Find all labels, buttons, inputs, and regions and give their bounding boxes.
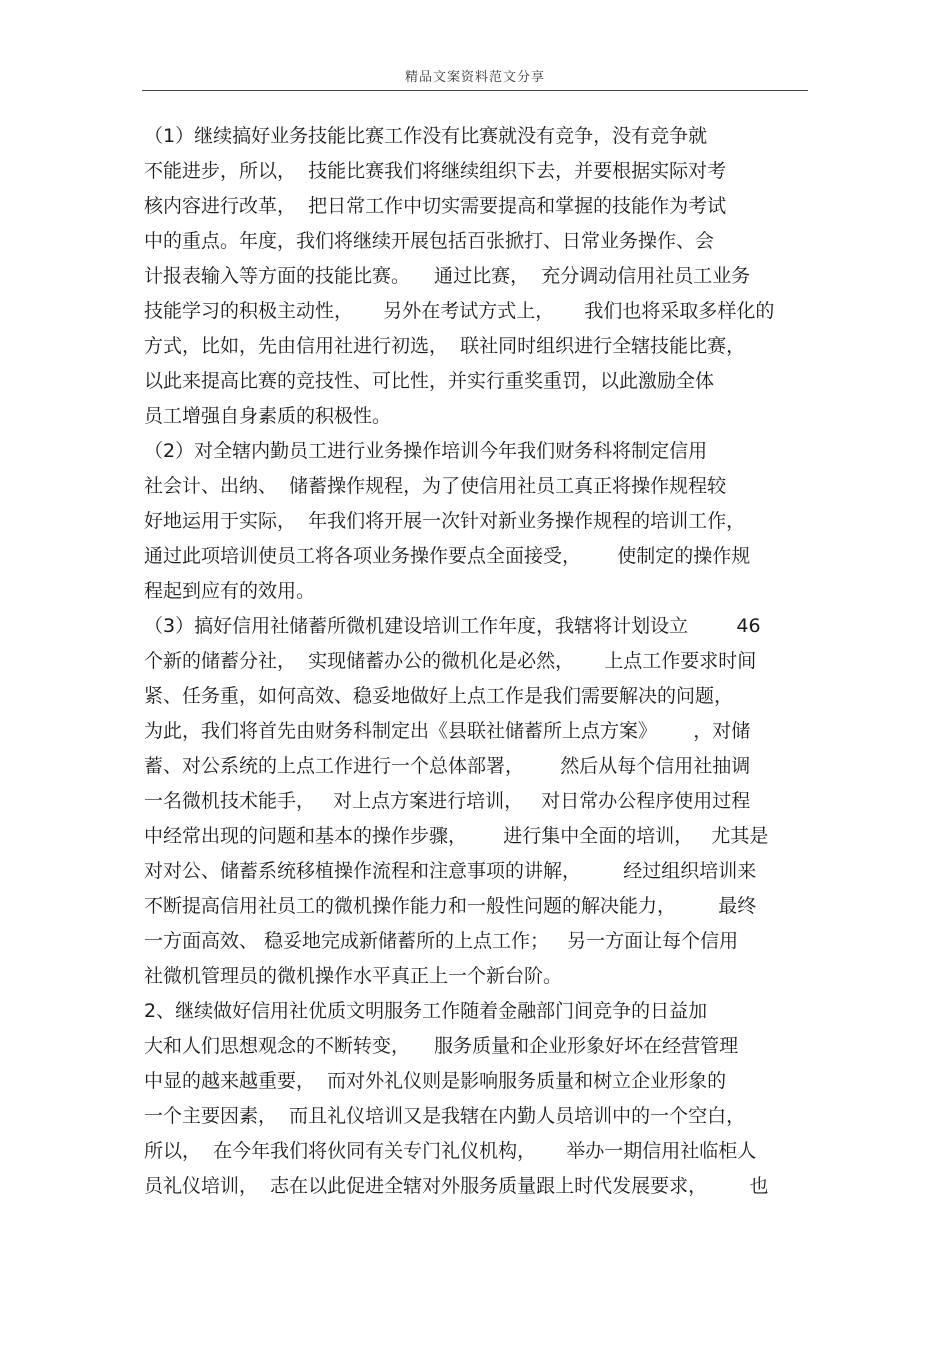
- text-line: 员工增强自身素质的积极性。: [144, 405, 392, 427]
- text-line: 通过此项培训使员工将各项业务操作要点全面接受， 使制定的操作规: [144, 545, 751, 567]
- text-line: 一方面高效、 稳妥地完成新储蓄所的上点工作； 另一方面让每个信用: [144, 930, 739, 952]
- body-text: [144, 119, 824, 1204]
- header-divider: [142, 90, 808, 91]
- text-line: 蓄、对公系统的上点工作进行一个总体部署， 然后从每个信用社抽调: [144, 755, 751, 777]
- text-line: 对对公、储蓄系统移植操作流程和注意事项的讲解， 经过组织培训来: [144, 860, 757, 882]
- text-line: 好地运用于实际， 年我们将开展一次针对新业务操作规程的培训工作，: [144, 510, 746, 532]
- text-line: 中的重点。年度，我们将继续开展包括百张掀打、日常业务操作、会: [144, 230, 715, 252]
- text-line: 中经常出现的问题和基本的操作步骤， 进行集中全面的培训， 尤其是: [144, 825, 769, 847]
- text-line: 社会计、出纳、 储蓄操作规程，为了使信用社员工真正将操作规程较: [144, 475, 727, 497]
- page-header: 精品文案资料范文分享: [404, 70, 545, 85]
- text-line: 方式，比如，先由信用社进行初选， 联社同时组织进行全辖技能比赛，: [144, 335, 746, 357]
- text-line: 一名微机技术能手， 对上点方案进行培训， 对日常办公程序使用过程: [144, 790, 751, 812]
- text-line: 所以， 在今年我们将伙同有关专门礼仪机构， 举办一期信用社临柜人: [144, 1140, 757, 1162]
- text-line: 程起到应有的效用。: [144, 580, 316, 602]
- text-line: 社微机管理员的微机操作水平真正上一个新台阶。: [144, 965, 563, 987]
- text-line: 不断提高信用社员工的微机操作能力和一般性问题的解决能力， 最终: [144, 895, 757, 917]
- text-line: 员礼仪培训， 志在以此促进全辖对外服务质量跟上时代发展要求， 也: [144, 1175, 769, 1197]
- text-line: 个新的储蓄分社， 实现储蓄办公的微机化是必然， 上点工作要求时间: [144, 650, 757, 672]
- text-line: （2）对全辖内勤员工进行业务操作培训今年我们财务科将制定信用: [144, 440, 708, 462]
- text-line: 紧、任务重，如何高效、稳妥地做好上点工作是我们需要解决的问题，: [144, 685, 734, 707]
- text-line: 以此来提高比赛的竞技性、可比性，并实行重奖重罚，以此激励全体: [144, 370, 715, 392]
- text-line: 2、继续做好信用社优质文明服务工作随着金融部门间竞争的日益加: [144, 1000, 708, 1022]
- text-line: （1）继续搞好业务技能比赛工作没有比赛就没有竞争，没有竞争就: [144, 125, 708, 147]
- text-line: 技能学习的积极主动性， 另外在考试方式上， 我们也将采取多样化的: [144, 300, 775, 322]
- text-line: 为此，我们将首先由财务科制定出《县联社储蓄所上点方案》 ，对储: [144, 720, 751, 742]
- text-line: （3）搞好信用社储蓄所微机建设培训工作年度，我辖将计划设立 46: [144, 615, 761, 637]
- text-line: 一个主要因素， 而且礼仪培训又是我辖在内勤人员培训中的一个空白，: [144, 1105, 746, 1127]
- text-line: 计报表输入等方面的技能比赛。 通过比赛， 充分调动信用社员工业务: [144, 265, 751, 287]
- text-line: 大和人们思想观念的不断转变， 服务质量和企业形象好坏在经营管理: [144, 1035, 739, 1057]
- text-line: 中显的越来越重要， 而对外礼仪则是影响服务质量和树立企业形象的: [144, 1070, 727, 1092]
- text-line: 核内容进行改革， 把日常工作中切实需要提高和掌握的技能作为考试: [144, 195, 727, 217]
- text-line: 不能进步，所以， 技能比赛我们将继续组织下去，并要根据实际对考: [144, 160, 727, 182]
